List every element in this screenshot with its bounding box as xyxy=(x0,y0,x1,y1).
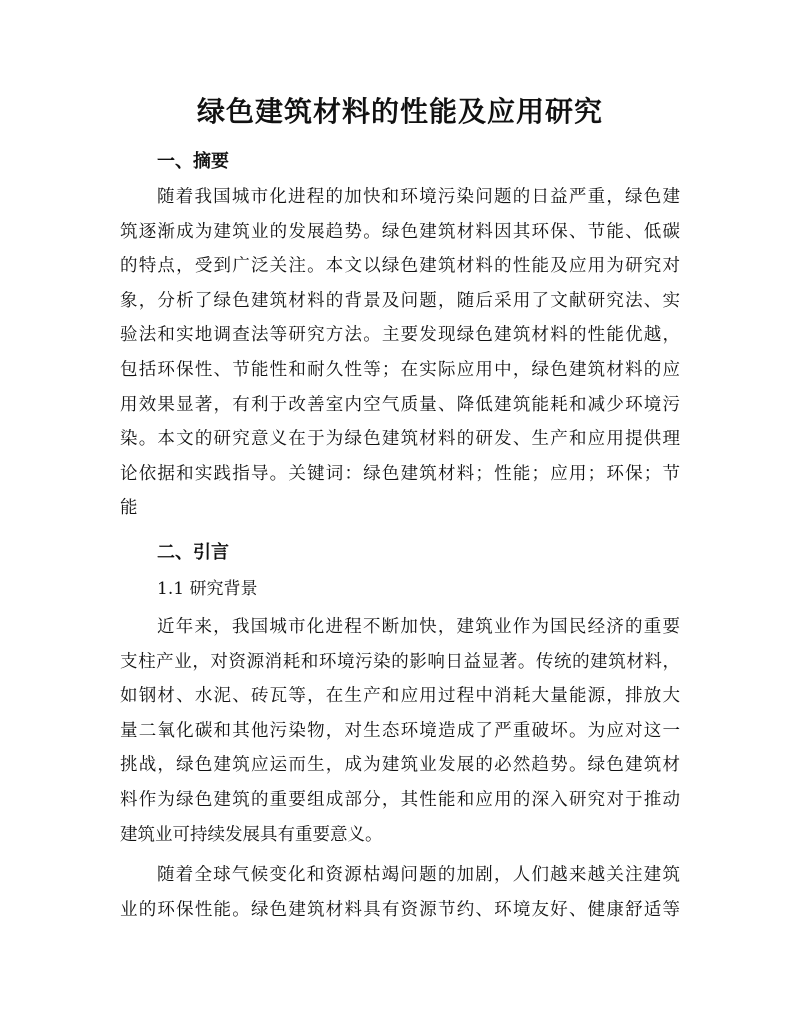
section-heading-introduction: 二、引言 xyxy=(157,542,229,563)
subsection-heading-background: 1.1 研究背景 xyxy=(157,579,258,599)
text-line: 支柱产业，对资源消耗和环境污染的影响日益显著。传统的建筑材料， xyxy=(120,651,680,672)
page-title: 绿色建筑材料的性能及应用研究 xyxy=(196,95,603,128)
background-paragraph-1 xyxy=(120,610,680,852)
text-line: 近年来，我国城市化进程不断加快，建筑业作为国民经济的重要 xyxy=(157,617,680,637)
text-line: 染。本文的研究意义在于为绿色建筑材料的研发、生产和应用提供理 xyxy=(120,429,680,450)
text-line: 验法和实地调查法等研究方法。主要发现绿色建筑材料的性能优越， xyxy=(120,325,680,346)
text-line: 包括环保性、节能性和耐久性等；在实际应用中，绿色建筑材料的应 xyxy=(120,359,680,380)
text-line: 能 xyxy=(120,498,138,519)
text-line: 如钢材、水泥、砖瓦等，在生产和应用过程中消耗大量能源，排放大 xyxy=(120,686,680,707)
text-line: 随着全球气候变化和资源枯竭问题的加剧，人们越来越关注建筑 xyxy=(157,865,680,885)
text-line: 随着我国城市化进程的加快和环境污染问题的日益严重，绿色建 xyxy=(157,187,680,207)
text-line: 象，分析了绿色建筑材料的背景及问题，随后采用了文献研究法、实 xyxy=(120,290,680,311)
text-line: 业的环保性能。绿色建筑材料具有资源节约、环境友好、健康舒适等 xyxy=(120,899,680,920)
background-paragraph-2 xyxy=(120,858,680,927)
text-line: 建筑业可持续发展具有重要意义。 xyxy=(120,824,383,845)
text-line: 论依据和实践指导。关键词：绿色建筑材料；性能；应用；环保；节 xyxy=(120,463,680,484)
text-line: 挑战，绿色建筑应运而生，成为建筑业发展的必然趋势。绿色建筑材 xyxy=(120,755,680,776)
text-line: 的特点，受到广泛关注。本文以绿色建筑材料的性能及应用为研究对 xyxy=(120,256,680,277)
text-line: 料作为绿色建筑的重要组成部分，其性能和应用的深入研究对于推动 xyxy=(120,789,680,810)
text-line: 筑逐渐成为建筑业的发展趋势。绿色建筑材料因其环保、节能、低碳 xyxy=(120,221,680,242)
text-line: 用效果显著，有利于改善室内空气质量、降低建筑能耗和减少环境污 xyxy=(120,394,680,415)
section-heading-abstract: 一、摘要 xyxy=(157,151,229,172)
abstract-paragraph xyxy=(120,180,680,526)
text-line: 量二氧化碳和其他污染物，对生态环境造成了严重破坏。为应对这一 xyxy=(120,720,680,741)
